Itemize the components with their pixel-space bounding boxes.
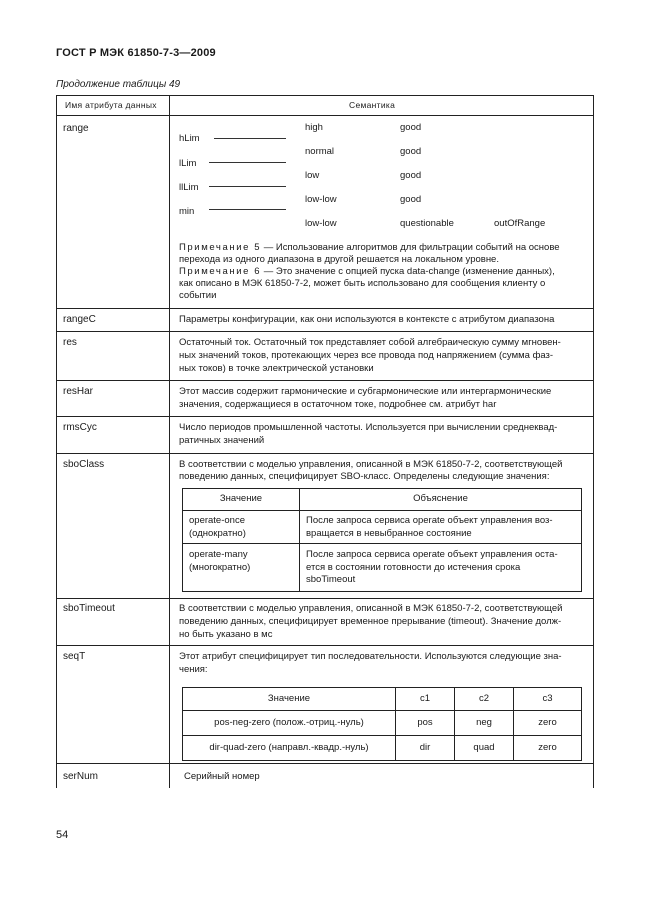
column-header-semantics: Семантика <box>349 100 396 110</box>
attr-name-seqt: seqT <box>63 651 86 662</box>
note-text: событии <box>179 290 217 301</box>
quality-detail: outOfRange <box>494 218 546 229</box>
attr-description: ратичных значений <box>179 435 265 446</box>
note-text: как описано в МЭК 61850-7-2, может быть использовано для сообщения клиенту о <box>179 278 546 289</box>
explanation-line: вращается в невыбранное состояние <box>306 527 472 539</box>
level-llim: lLim <box>179 158 197 169</box>
row-divider <box>57 645 593 646</box>
c1-cell: pos <box>396 711 455 736</box>
column-header-c2: c2 <box>455 688 514 711</box>
attr-description: Остаточный ток. Остаточный ток представляет собой алгебраическую сумму мгновен- <box>179 337 561 348</box>
note-5 <box>179 242 560 255</box>
attr-name-sboclass: sboClass <box>63 459 105 470</box>
range-state: normal <box>305 146 335 157</box>
value-cell <box>183 544 300 592</box>
column-header-explanation: Объяснение <box>300 489 582 511</box>
c2-cell: quad <box>455 736 514 761</box>
attr-description: ных токов) в точке электрической установки <box>179 363 374 374</box>
quality-state: questionable <box>400 218 454 229</box>
level-line <box>209 209 286 210</box>
note-label: Примечание 6 <box>179 266 262 277</box>
attr-description: Этот атрибут специфицирует тип последовательности. Используются следующие зна- <box>179 651 562 662</box>
table-row <box>183 736 582 761</box>
row-divider <box>57 308 593 309</box>
row-divider <box>57 453 593 454</box>
attr-description: значения, содержащиеся в остаточном токе, подробнее см. атрибут har <box>179 399 497 410</box>
attr-name-range: range <box>63 123 89 134</box>
level-line <box>209 186 286 187</box>
attr-description: ных значений токов, протекающих через все провода под напряжением (сумма фаз- <box>179 350 554 361</box>
attr-name-reshar: resHar <box>63 386 94 397</box>
value-cell <box>183 511 300 544</box>
quality-state: good <box>400 194 422 205</box>
value-name: operate-once <box>189 515 245 526</box>
quality-state: good <box>400 122 422 133</box>
explanation-line: ется в состоянии готовности до истечения срока <box>306 561 521 573</box>
level-line <box>209 162 286 163</box>
attr-name-rangec: rangeC <box>63 314 96 325</box>
explanation-cell <box>300 544 582 592</box>
explanation-cell <box>300 511 582 544</box>
explanation-line: После запроса сервиса operate объект управления воз- <box>306 515 553 526</box>
attr-description: В соответствии с моделью управления, описанной в МЭК 61850-7-2, соответствующей <box>179 459 563 470</box>
column-header-c1: c1 <box>396 688 455 711</box>
attr-name-sbotimeout: sboTimeout <box>63 603 115 614</box>
level-lllim: llLim <box>179 182 199 193</box>
attr-name-sernum: serNum <box>63 771 99 782</box>
column-header-c3: c3 <box>514 688 582 711</box>
attr-name-rmscyc: rmsCyc <box>63 422 97 433</box>
note-6 <box>179 266 555 279</box>
row-divider <box>57 763 593 764</box>
c1-cell: dir <box>396 736 455 761</box>
attr-description: Серийный номер <box>184 771 260 782</box>
row-divider <box>57 380 593 381</box>
attr-description: В соответствии с моделью управления, описанной в МЭК 61850-7-2, соответствующей <box>179 603 563 614</box>
column-divider <box>169 96 170 788</box>
value-translation: (многократно) <box>189 561 251 573</box>
column-header-value: Значение <box>183 688 396 711</box>
row-divider <box>57 115 593 116</box>
value-cell: dir-quad-zero (направл.-квадр.-нуль) <box>183 736 396 761</box>
range-state: low-low <box>305 218 337 229</box>
row-divider <box>57 416 593 417</box>
level-hlim: hLim <box>179 133 200 144</box>
page-number: 54 <box>56 829 69 841</box>
note-text: — Использование алгоритмов для фильтрации событий на основе <box>261 242 560 253</box>
table-row <box>183 544 582 592</box>
range-state: low <box>305 170 320 181</box>
standard-header: ГОСТ Р МЭК 61850-7-3—2009 <box>56 47 216 59</box>
c2-cell: neg <box>455 711 514 736</box>
table-continuation-caption: Продолжение таблицы 49 <box>56 79 181 90</box>
c3-cell: zero <box>514 736 582 761</box>
row-divider <box>57 598 593 599</box>
sbo-class-values-table <box>182 488 582 592</box>
value-cell: pos-neg-zero (полож.-отриц.-нуль) <box>183 711 396 736</box>
table-row <box>183 711 582 736</box>
explanation-line: После запроса сервиса operate объект управления оста- <box>306 549 558 560</box>
attr-description: Параметры конфигурации, как они используются в контексте с атрибутом диапазона <box>179 314 555 325</box>
column-header-value: Значение <box>183 489 300 511</box>
attr-name-res: res <box>63 337 77 348</box>
note-text: перехода из одного диапазона в другой решается на локальном уровне. <box>179 254 499 265</box>
table-row <box>183 511 582 544</box>
note-text: — Это значение с опцией пуска data-change (изменение данных), <box>261 266 555 277</box>
c3-cell: zero <box>514 711 582 736</box>
note-label: Примечание 5 <box>179 242 262 253</box>
attr-description: чения: <box>179 664 208 675</box>
range-state: low-low <box>305 194 337 205</box>
level-min: min <box>179 206 195 217</box>
level-line <box>214 138 286 139</box>
seqt-values-table <box>182 687 582 761</box>
quality-state: good <box>400 170 422 181</box>
attr-description: поведению данных, специфицирует SBO-класс. Определены следующие значения: <box>179 471 550 482</box>
range-state: high <box>305 122 323 133</box>
attribute-table <box>56 95 594 788</box>
value-name: operate-many <box>189 549 248 560</box>
attr-description: поведению данных, специфицирует временное прерывание (timeout). Значение долж- <box>179 616 562 627</box>
value-translation: (однократно) <box>189 527 246 539</box>
quality-state: good <box>400 146 422 157</box>
attr-description: Этот массив содержит гармонические и субгармонические или интергармонические <box>179 386 552 397</box>
explanation-line: sboTimeout <box>306 574 356 585</box>
attr-description: но быть указано в мс <box>179 629 273 640</box>
column-header-name: Имя атрибута данных <box>65 100 157 110</box>
attr-description: Число периодов промышленной частоты. Используется при вычислении среднеквад- <box>179 422 558 433</box>
row-divider <box>57 331 593 332</box>
